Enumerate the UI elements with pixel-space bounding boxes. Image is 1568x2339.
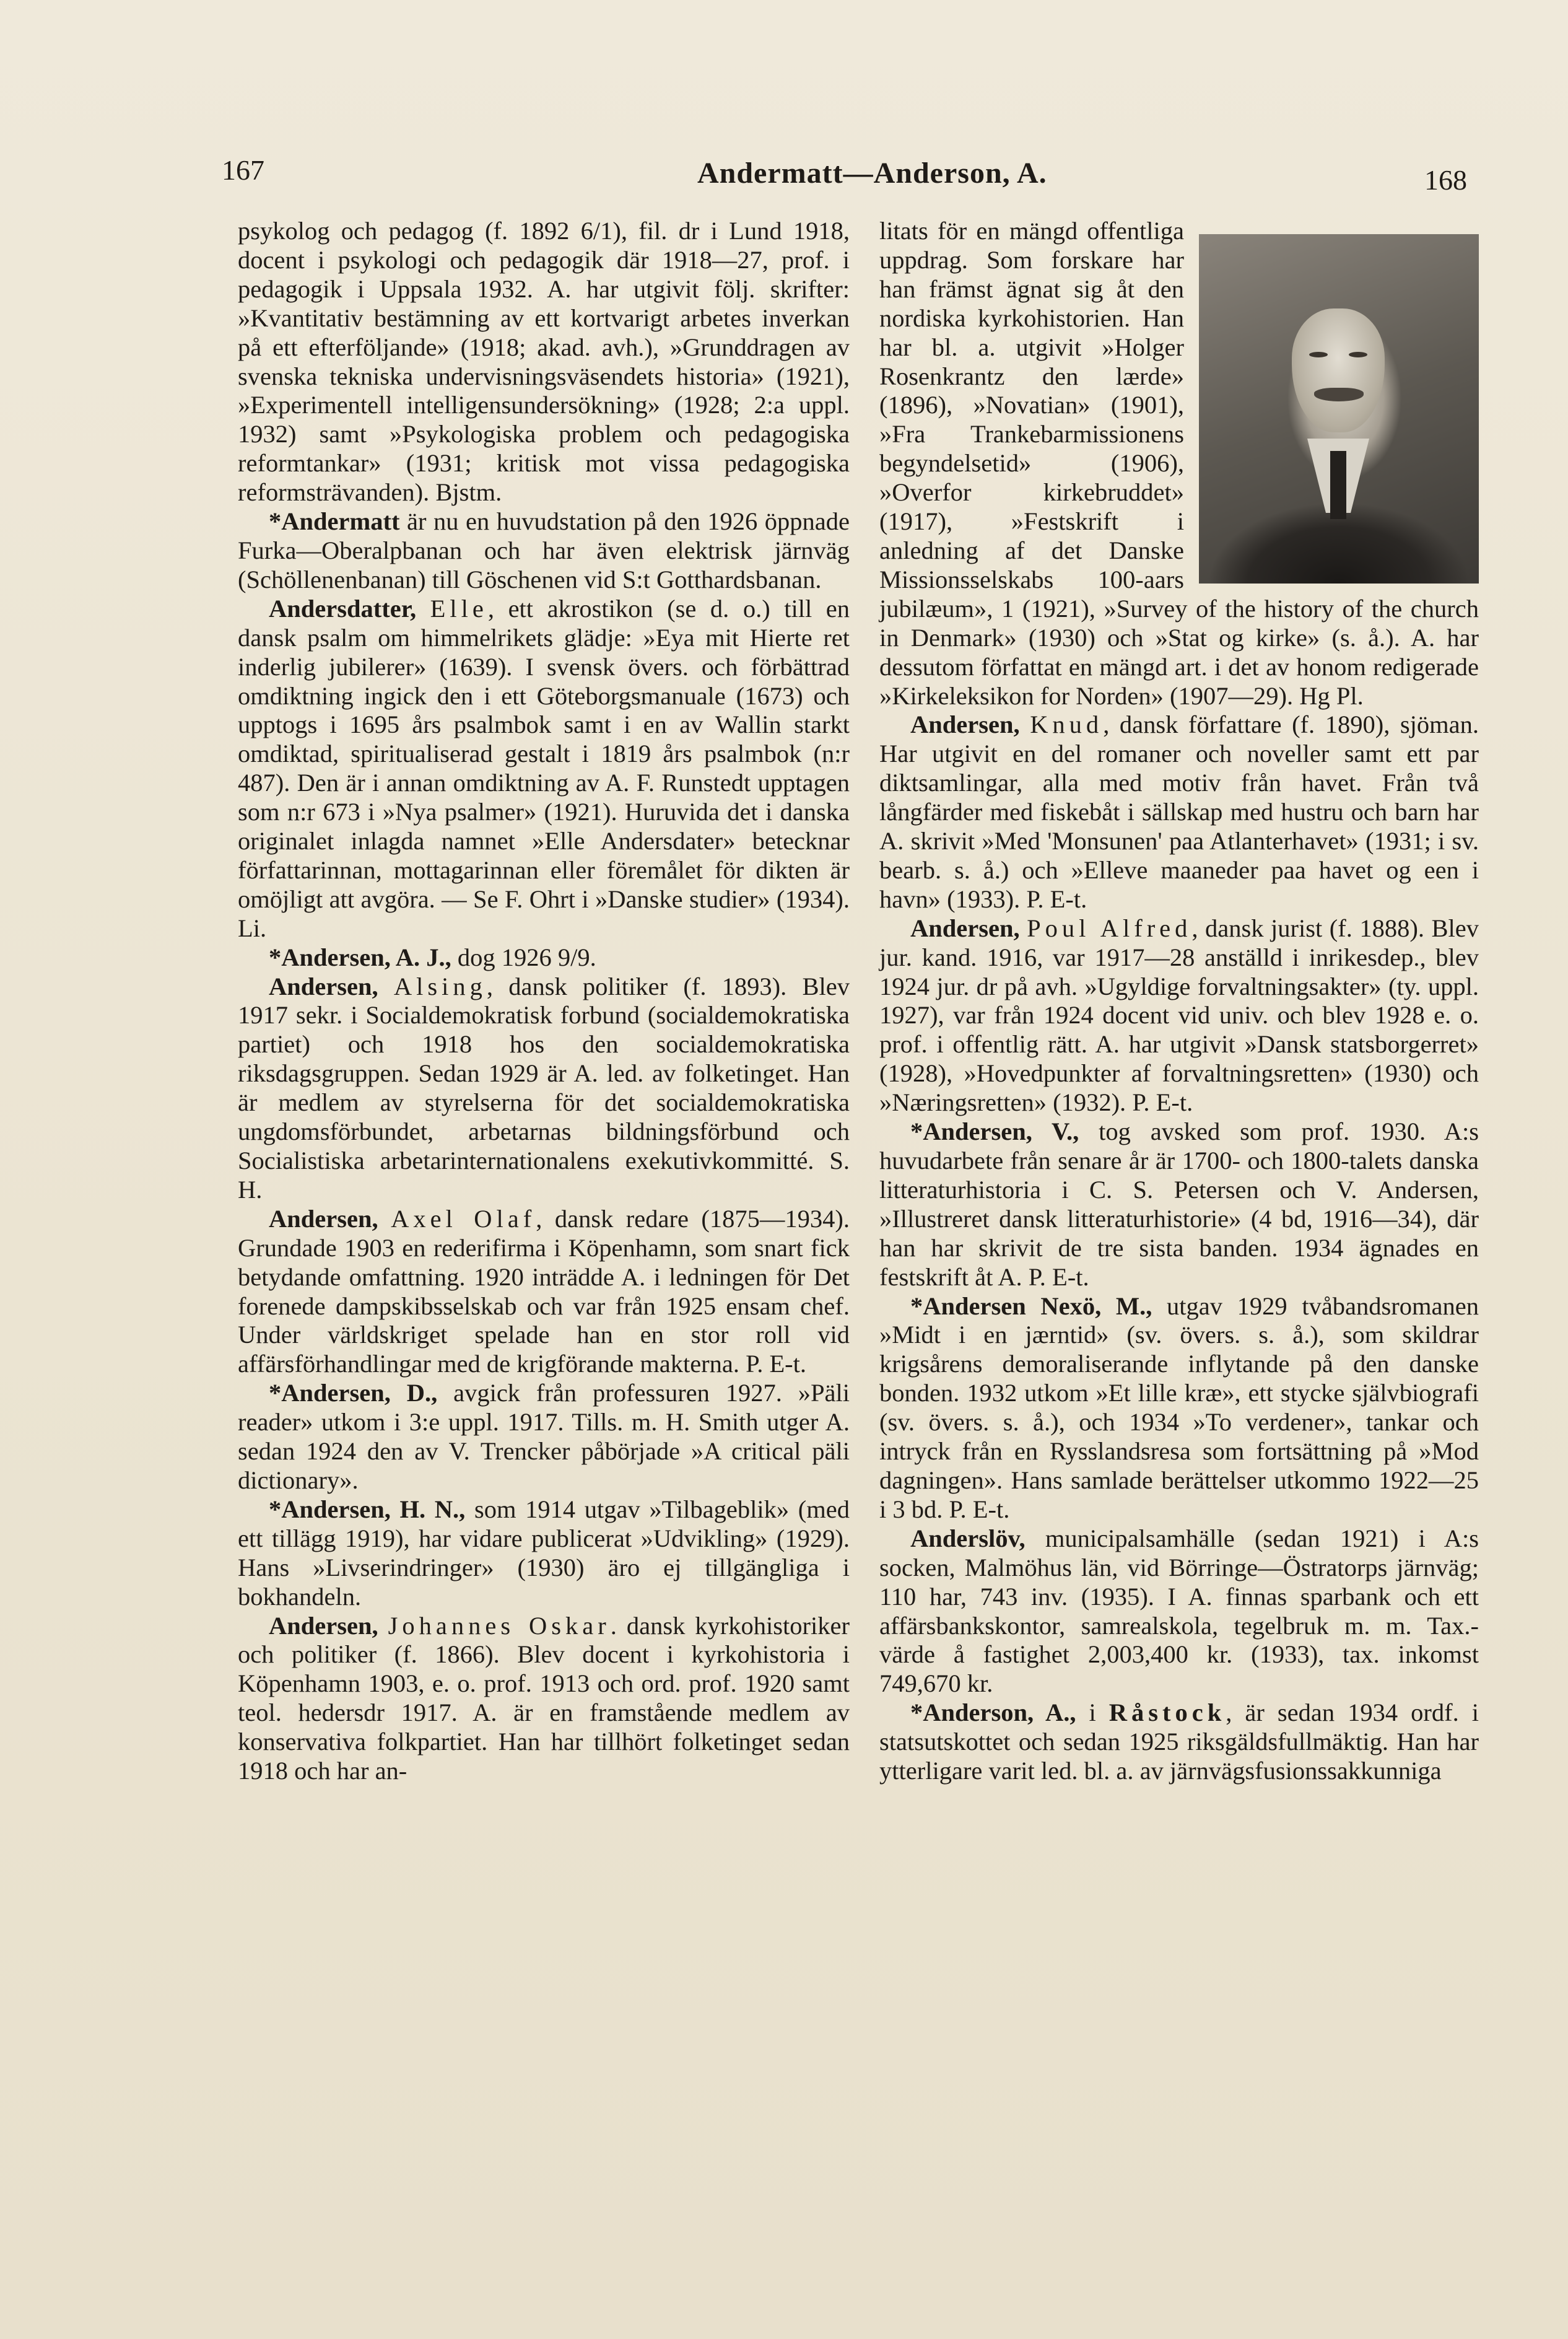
- entry-andersen-nexo: *Andersen Nexö, M., utgav 1929 tvåbandsromanen »Midt i en jærntid» (sv. övers. s. å.), som skildrar krigsårens demoraliserande inflytande på den danske bonden. 1932 utkom »Et lille kræ», ett stycke självbiografi (sv. övers. s. å.), och 1934 »To verdener», tankar och intryck från en Rysslandsresa som fortsättning på »Mod dagningen». Hans samlade berättelser utkommo 1922—25 i 3 bd. P. E-t.: [879, 1292, 1479, 1523]
- signature: P. E-t.: [1132, 1088, 1193, 1117]
- entry-given-name: Axel Olaf: [391, 1204, 536, 1233]
- signature: P. E-t.: [1028, 1262, 1089, 1291]
- page-number-right: 168: [1424, 164, 1467, 196]
- entry-headword: *Andersen, H. N.,: [269, 1495, 466, 1523]
- entry-headword: *Andersen, A. J.,: [269, 943, 451, 971]
- entry-headword: Andersen,: [910, 710, 1020, 739]
- entry-given-name: Elle: [430, 594, 488, 623]
- entry-andersen-aj: *Andersen, A. J., dog 1926 9/9.: [269, 943, 596, 971]
- entry-headword: *Andersen, D.,: [269, 1379, 438, 1407]
- entry-anderslov: Anderslöv, municipalsamhälle (sedan 1921) i A:s socken, Malmöhus län, vid Börringe—Östratorps järnväg; 110 har, 743 inv. (1935). I A. finnas sparbank och ett affärsbankskontor, samrealskola, tegelbruk m. m. Tax.-värde å fastighet 2,003,400 kr. (1933), tax. inkomst 749,670 kr.: [879, 1524, 1479, 1698]
- page-number-left: 167: [222, 154, 264, 186]
- entry-given-name: Johannes Oskar: [388, 1611, 611, 1640]
- signature: P. E-t.: [1026, 885, 1087, 913]
- entry-given-name: Poul Alfred: [1027, 914, 1192, 942]
- entry-anderson-a: *Anderson, A., i Råstock, är sedan 1934 ordf. i statsutskottet och sedan 1925 riksgäldsfullmäktig. Han har ytterligare varit led. bl. a. av järnvägsfusionssakkunniga: [879, 1699, 1479, 1785]
- entry-headword: Andersdatter,: [269, 594, 417, 623]
- entry-continuation: psykolog och pedagog (f. 1892 6/1), fil. dr i Lund 1918, docent i psykologi och pedagogik där 1918—27, prof. i pedagogik i Uppsala 1932. A. har utgivit följ. skrifter: »Kvantitativ bestämning av ett kortvarigt arbetes inverkan på ett efterföljande» (1918; akad. avh.), »Grunddragen av svenska tekniska undervisningsväsendets historia» (1921), »Experimentell intelligensundersökning» (1928; 2:a uppl. 1932) samt »Psykologiska problem och pedagogiska reformtankar» (1931; kritisk mot vissa pedagogiska reformsträvanden). Bjstm.: [238, 217, 850, 507]
- entry-andersen-knud: Andersen, Knud, dansk författare (f. 1890), sjöman. Har utgivit en del romaner och noveller samt ett par diktsamlingar, alla med motiv från havet. Från två långfärder med fiskebåt i sällskap med hustru och barn har A. skrivit »Med 'Monsunen' paa Atlanterhavet» (1931; i sv. bearb. s. å.) och »Elleve maaneder paa havet og een i havn» (1933). P. E-t.: [879, 710, 1479, 913]
- running-title: Andermatt—Anderson, A.: [697, 157, 1047, 190]
- entry-andersen-poul: Andersen, Poul Alfred, dansk jurist (f. 1888). Blev jur. kand. 1916, var 1917—28 anställd i inrikesdep., blev 1924 jur. dr på avh. »Ugyldige forvaltningsakter» (ty. uppl. 1927), var från 1924 docent vid univ. och blev 1928 e. o. prof. i offentlig rätt. A. har utgivit »Dansk statsborgerret» (1928), »Hovedpunkter af forvaltningsretten» (1930) och »Næringsretten» (1932). P. E-t.: [879, 914, 1479, 1117]
- entry-andersen-v: *Andersen, V., tog avsked som prof. 1930. A:s huvudarbete från senare år är 1700- och 1800-talets danska litteraturhistoria i C. S. Petersen och V. Andersen, »Illustreret dansk litteraturhistorie» (4 bd, 1916—34), där han har skrivit de tre sista banden. 1934 ägnades en festskrift åt A. P. E-t.: [879, 1117, 1479, 1291]
- signature: Bjstm.: [435, 478, 502, 507]
- entry-headword: *Andermatt: [269, 507, 400, 536]
- signature: S. H.: [238, 1147, 850, 1204]
- entry-andersen-d: *Andersen, D., avgick från professuren 1927. »Päli reader» utkom i 3:e uppl. 1917. Tills. m. H. Smith utger A. sedan 1924 den av V. Trencker påbörjade »A critical päli dictionary».: [238, 1379, 850, 1494]
- entry-headword: *Andersen, V.,: [910, 1117, 1079, 1146]
- signature: Li.: [238, 914, 267, 942]
- entry-andersen-hn: *Andersen, H. N., som 1914 utgav »Tilbageblik» (med ett tillägg 1919), har vidare publicerat »Udvikling» (1929). Hans »Livserindringer» (1930) äro ej tillgängliga i bokhandeln.: [238, 1495, 850, 1611]
- signature: Hg Pl.: [1299, 681, 1364, 710]
- entry-headword: Andersen,: [269, 972, 378, 1000]
- entry-andersen-alsing: Andersen, Alsing, dansk politiker (f. 1893). Blev 1917 sekr. i Socialdemokratisk forbund (socialdemokratiska partiet) och 1918 hos den socialdemokratiska riksdagsgruppen. Sedan 1929 är A. led. av folketinget. Han är medlem av styrelserna för det socialdemokratiska ungdomsförbundet, arbetarnas bildningsförbund och Socialistiska arbetarinternationalens exekutivkommitté. S. H.: [238, 972, 850, 1204]
- entry-headword: Andersen,: [910, 914, 1020, 942]
- entry-given-name: Knud: [1030, 710, 1104, 739]
- entry-andersen-axel: Andersen, Axel Olaf, dansk redare (1875—1934). Grundade 1903 en rederifirma i Köpenhamn, som snart fick betydande omfattning. 1920 inträdde A. i ledningen för Det forenede dampskibsselskab och var från 1925 ensam chef. Under världskriget spelade han en stor roll vid affärsförhandlingar med de krigförande makterna. P. E-t.: [238, 1204, 850, 1378]
- entry-headword: *Andersen Nexö, M.,: [910, 1292, 1152, 1320]
- entry-place-name: Råstock: [1108, 1699, 1226, 1727]
- entry-andersen-johannes: Andersen, Johannes Oskar. dansk kyrkohistoriker och politiker (f. 1866). Blev docent i kyrkohistoria i Köpenhamn 1903, e. o. prof. 1913 och ord. prof. 1920 samt teol. hedersdr 1917. A. är en framstående medlem av konservativa folkpartiet. Han har tillhört folketinget sedan 1918 och har an-: [238, 1611, 850, 1785]
- signature: P. E-t.: [746, 1350, 807, 1378]
- entry-headword: *Anderson, A.,: [910, 1699, 1076, 1727]
- entry-headword: Andersen,: [269, 1204, 378, 1233]
- portrait-photo: [1199, 234, 1479, 584]
- entry-headword: Anderslöv,: [910, 1524, 1026, 1552]
- entry-given-name: Alsing: [393, 972, 487, 1000]
- page-header: [0, 154, 1568, 203]
- entry-continuation: litats för en mängd offentliga uppdrag. Som forskare har han främst ägnat sig åt den nordiska kyrkohistorien. Han har bl. a. utgivit »Holger Rosenkrantz den lærde» (1896), »Novatian» (1901), »Fra Trankebarmissionens begyndelsetid» (1906), »Overfor kirkebruddet» (1917), »Festskrift i anledning af det Danske Missionsselskabs 100-aars jubilæum», 1 (1921), »Survey of the history of the church in Denmark» (1930) och »Stat og kirke» (s. å.). A. har dessutom författat en mängd art. i det av honom redigerade »Kirkeleksikon for Norden» (1907—29). Hg Pl.: [879, 217, 1479, 710]
- left-column: [238, 217, 850, 1786]
- entry-andersdatter: Andersdatter, Elle, ett akrostikon (se d. o.) till en dansk psalm om himmelrikets glädje: »Eya mit Hierte ret inderlig jubilerer» (1639). I svensk övers. och förbättrad omdiktning ingick den i ett Göteborgsmanuale (1673) och upptogs i 1695 års psalmbok samt i en av Wallin starkt omdiktad, spiritualiserad gestalt i 1819 års psalmbok (n:r 487). Den är i annan omdiktning av A. F. Runstedt upptagen som n:r 673 i »Nya psalmer» (1921). Huruvida det i danska originalet inlagda namnet »Elle Andersdater» betecknar författarinnan, mottagarinnan eller föremålet för dikten är omöjligt att avgöra. — Se F. Ohrt i »Danske studier» (1934). Li.: [238, 594, 850, 942]
- signature: P. E-t.: [949, 1495, 1010, 1523]
- right-column: [879, 217, 1479, 1786]
- entry-headword: Andersen,: [269, 1611, 378, 1640]
- entry-andermatt: *Andermatt är nu en huvudstation på den 1926 öppnade Furka—Oberalpbanan och har även elektrisk järnväg (Schöllenenbanan) till Göschenen vid S:t Gotthardsbanan.: [238, 507, 850, 593]
